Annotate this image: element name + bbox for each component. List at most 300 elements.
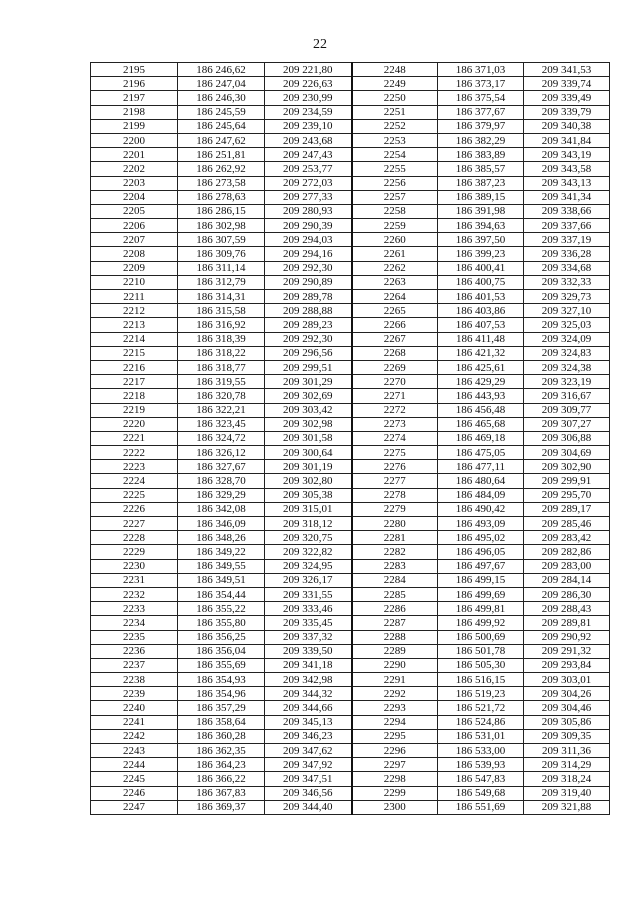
cell-point-number: 2283	[352, 559, 438, 573]
cell-x-coordinate: 186 499,69	[438, 587, 524, 601]
cell-y-coordinate: 209 299,91	[524, 474, 610, 488]
cell-x-coordinate: 186 323,45	[178, 417, 265, 431]
cell-y-coordinate: 209 344,40	[265, 800, 352, 814]
cell-x-coordinate: 186 364,23	[178, 758, 265, 772]
cell-x-coordinate: 186 322,21	[178, 403, 265, 417]
table-row	[91, 346, 610, 360]
cell-x-coordinate: 186 499,15	[438, 573, 524, 587]
cell-x-coordinate: 186 246,30	[178, 91, 265, 105]
cell-y-coordinate: 209 289,78	[265, 290, 352, 304]
cell-y-coordinate: 209 243,68	[265, 133, 352, 147]
cell-point-number: 2251	[352, 105, 438, 119]
cell-y-coordinate: 209 331,55	[265, 587, 352, 601]
cell-y-coordinate: 209 296,56	[265, 346, 352, 360]
cell-x-coordinate: 186 539,93	[438, 758, 524, 772]
cell-y-coordinate: 209 347,92	[265, 758, 352, 772]
table-row	[91, 403, 610, 417]
cell-point-number: 2285	[352, 587, 438, 601]
cell-y-coordinate: 209 302,98	[265, 417, 352, 431]
cell-x-coordinate: 186 245,59	[178, 105, 265, 119]
cell-y-coordinate: 209 294,16	[265, 247, 352, 261]
cell-y-coordinate: 209 324,83	[524, 346, 610, 360]
cell-x-coordinate: 186 516,15	[438, 673, 524, 687]
cell-point-number: 2274	[352, 431, 438, 445]
table-row	[91, 545, 610, 559]
cell-y-coordinate: 209 346,23	[265, 729, 352, 743]
cell-y-coordinate: 209 288,43	[524, 602, 610, 616]
cell-point-number: 2278	[352, 488, 438, 502]
cell-y-coordinate: 209 324,38	[524, 360, 610, 374]
cell-point-number: 2242	[91, 729, 178, 743]
cell-y-coordinate: 209 318,12	[265, 517, 352, 531]
cell-x-coordinate: 186 349,22	[178, 545, 265, 559]
cell-y-coordinate: 209 304,46	[524, 701, 610, 715]
cell-y-coordinate: 209 290,92	[524, 630, 610, 644]
cell-y-coordinate: 209 283,42	[524, 531, 610, 545]
cell-x-coordinate: 186 421,32	[438, 346, 524, 360]
cell-y-coordinate: 209 289,17	[524, 502, 610, 516]
table-row	[91, 772, 610, 786]
cell-y-coordinate: 209 299,51	[265, 360, 352, 374]
table-row	[91, 488, 610, 502]
cell-y-coordinate: 209 234,59	[265, 105, 352, 119]
table-row	[91, 389, 610, 403]
cell-x-coordinate: 186 247,62	[178, 133, 265, 147]
cell-x-coordinate: 186 375,54	[438, 91, 524, 105]
cell-y-coordinate: 209 291,32	[524, 644, 610, 658]
cell-point-number: 2236	[91, 644, 178, 658]
table-row	[91, 105, 610, 119]
cell-y-coordinate: 209 341,53	[524, 63, 610, 77]
table-row	[91, 744, 610, 758]
table-row	[91, 431, 610, 445]
cell-x-coordinate: 186 480,64	[438, 474, 524, 488]
cell-point-number: 2218	[91, 389, 178, 403]
cell-y-coordinate: 209 315,01	[265, 502, 352, 516]
table-row	[91, 417, 610, 431]
cell-x-coordinate: 186 499,81	[438, 602, 524, 616]
cell-point-number: 2216	[91, 360, 178, 374]
cell-x-coordinate: 186 475,05	[438, 446, 524, 460]
cell-y-coordinate: 209 337,19	[524, 233, 610, 247]
cell-point-number: 2234	[91, 616, 178, 630]
table-row	[91, 658, 610, 672]
cell-point-number: 2241	[91, 715, 178, 729]
cell-point-number: 2254	[352, 148, 438, 162]
cell-point-number: 2299	[352, 786, 438, 800]
cell-point-number: 2215	[91, 346, 178, 360]
cell-y-coordinate: 209 344,66	[265, 701, 352, 715]
cell-y-coordinate: 209 338,66	[524, 204, 610, 218]
cell-x-coordinate: 186 286,15	[178, 204, 265, 218]
table-row	[91, 559, 610, 573]
cell-point-number: 2226	[91, 502, 178, 516]
cell-y-coordinate: 209 285,46	[524, 517, 610, 531]
cell-point-number: 2237	[91, 658, 178, 672]
cell-y-coordinate: 209 323,19	[524, 375, 610, 389]
cell-point-number: 2249	[352, 77, 438, 91]
cell-y-coordinate: 209 339,79	[524, 105, 610, 119]
cell-x-coordinate: 186 551,69	[438, 800, 524, 814]
table-row	[91, 602, 610, 616]
cell-x-coordinate: 186 456,48	[438, 403, 524, 417]
cell-y-coordinate: 209 318,24	[524, 772, 610, 786]
cell-y-coordinate: 209 347,51	[265, 772, 352, 786]
cell-x-coordinate: 186 245,64	[178, 119, 265, 133]
cell-point-number: 2211	[91, 290, 178, 304]
cell-y-coordinate: 209 341,18	[265, 658, 352, 672]
cell-x-coordinate: 186 401,53	[438, 290, 524, 304]
table-row	[91, 261, 610, 275]
cell-x-coordinate: 186 497,67	[438, 559, 524, 573]
cell-point-number: 2227	[91, 517, 178, 531]
cell-point-number: 2207	[91, 233, 178, 247]
cell-point-number: 2224	[91, 474, 178, 488]
cell-x-coordinate: 186 443,93	[438, 389, 524, 403]
cell-y-coordinate: 209 325,03	[524, 318, 610, 332]
cell-x-coordinate: 186 349,55	[178, 559, 265, 573]
cell-point-number: 2199	[91, 119, 178, 133]
cell-x-coordinate: 186 499,92	[438, 616, 524, 630]
cell-x-coordinate: 186 411,48	[438, 332, 524, 346]
cell-y-coordinate: 209 302,90	[524, 460, 610, 474]
table-row	[91, 729, 610, 743]
cell-y-coordinate: 209 322,82	[265, 545, 352, 559]
cell-point-number: 2248	[352, 63, 438, 77]
cell-x-coordinate: 186 309,76	[178, 247, 265, 261]
table-row	[91, 573, 610, 587]
cell-point-number: 2258	[352, 204, 438, 218]
cell-x-coordinate: 186 356,25	[178, 630, 265, 644]
cell-x-coordinate: 186 318,77	[178, 360, 265, 374]
cell-x-coordinate: 186 496,05	[438, 545, 524, 559]
cell-y-coordinate: 209 306,88	[524, 431, 610, 445]
cell-x-coordinate: 186 391,98	[438, 204, 524, 218]
cell-point-number: 2298	[352, 772, 438, 786]
cell-x-coordinate: 186 469,18	[438, 431, 524, 445]
cell-y-coordinate: 209 346,56	[265, 786, 352, 800]
cell-point-number: 2214	[91, 332, 178, 346]
cell-point-number: 2275	[352, 446, 438, 460]
coordinates-table-body	[91, 63, 610, 815]
cell-point-number: 2238	[91, 673, 178, 687]
cell-y-coordinate: 209 319,40	[524, 786, 610, 800]
cell-x-coordinate: 186 399,23	[438, 247, 524, 261]
cell-point-number: 2229	[91, 545, 178, 559]
cell-x-coordinate: 186 315,58	[178, 304, 265, 318]
cell-x-coordinate: 186 389,15	[438, 190, 524, 204]
table-row	[91, 644, 610, 658]
cell-y-coordinate: 209 288,88	[265, 304, 352, 318]
cell-x-coordinate: 186 495,02	[438, 531, 524, 545]
cell-point-number: 2255	[352, 162, 438, 176]
table-row	[91, 460, 610, 474]
table-row	[91, 446, 610, 460]
cell-point-number: 2204	[91, 190, 178, 204]
cell-y-coordinate: 209 345,13	[265, 715, 352, 729]
cell-point-number: 2267	[352, 332, 438, 346]
cell-x-coordinate: 186 524,86	[438, 715, 524, 729]
cell-point-number: 2197	[91, 91, 178, 105]
cell-point-number: 2247	[91, 800, 178, 814]
cell-x-coordinate: 186 403,86	[438, 304, 524, 318]
cell-point-number: 2245	[91, 772, 178, 786]
cell-x-coordinate: 186 318,22	[178, 346, 265, 360]
table-row	[91, 119, 610, 133]
cell-x-coordinate: 186 326,12	[178, 446, 265, 460]
cell-y-coordinate: 209 277,33	[265, 190, 352, 204]
coordinates-table	[90, 62, 610, 815]
cell-point-number: 2264	[352, 290, 438, 304]
cell-point-number: 2233	[91, 602, 178, 616]
cell-point-number: 2232	[91, 587, 178, 601]
table-row	[91, 63, 610, 77]
cell-y-coordinate: 209 329,73	[524, 290, 610, 304]
cell-y-coordinate: 209 272,03	[265, 176, 352, 190]
table-row	[91, 715, 610, 729]
cell-y-coordinate: 209 343,13	[524, 176, 610, 190]
cell-x-coordinate: 186 328,70	[178, 474, 265, 488]
table-row	[91, 190, 610, 204]
cell-x-coordinate: 186 521,72	[438, 701, 524, 715]
cell-point-number: 2205	[91, 204, 178, 218]
cell-x-coordinate: 186 273,58	[178, 176, 265, 190]
cell-point-number: 2284	[352, 573, 438, 587]
cell-x-coordinate: 186 312,79	[178, 275, 265, 289]
cell-point-number: 2202	[91, 162, 178, 176]
cell-y-coordinate: 209 290,39	[265, 219, 352, 233]
table-row	[91, 133, 610, 147]
cell-y-coordinate: 209 280,93	[265, 204, 352, 218]
cell-x-coordinate: 186 329,29	[178, 488, 265, 502]
cell-point-number: 2209	[91, 261, 178, 275]
cell-y-coordinate: 209 305,86	[524, 715, 610, 729]
cell-point-number: 2290	[352, 658, 438, 672]
cell-point-number: 2200	[91, 133, 178, 147]
cell-y-coordinate: 209 314,29	[524, 758, 610, 772]
cell-y-coordinate: 209 303,42	[265, 403, 352, 417]
cell-y-coordinate: 209 327,10	[524, 304, 610, 318]
cell-point-number: 2235	[91, 630, 178, 644]
cell-point-number: 2256	[352, 176, 438, 190]
cell-y-coordinate: 209 324,09	[524, 332, 610, 346]
cell-point-number: 2263	[352, 275, 438, 289]
cell-y-coordinate: 209 311,36	[524, 744, 610, 758]
cell-point-number: 2287	[352, 616, 438, 630]
cell-y-coordinate: 209 339,49	[524, 91, 610, 105]
cell-y-coordinate: 209 340,38	[524, 119, 610, 133]
cell-x-coordinate: 186 429,29	[438, 375, 524, 389]
cell-point-number: 2286	[352, 602, 438, 616]
table-row	[91, 148, 610, 162]
cell-y-coordinate: 209 305,38	[265, 488, 352, 502]
cell-point-number: 2262	[352, 261, 438, 275]
cell-point-number: 2201	[91, 148, 178, 162]
cell-y-coordinate: 209 253,77	[265, 162, 352, 176]
cell-y-coordinate: 209 282,86	[524, 545, 610, 559]
cell-point-number: 2198	[91, 105, 178, 119]
cell-x-coordinate: 186 371,03	[438, 63, 524, 77]
cell-y-coordinate: 209 286,30	[524, 587, 610, 601]
cell-point-number: 2289	[352, 644, 438, 658]
table-row	[91, 162, 610, 176]
cell-x-coordinate: 186 354,93	[178, 673, 265, 687]
cell-y-coordinate: 209 289,23	[265, 318, 352, 332]
cell-x-coordinate: 186 400,41	[438, 261, 524, 275]
cell-x-coordinate: 186 354,44	[178, 587, 265, 601]
cell-point-number: 2213	[91, 318, 178, 332]
cell-point-number: 2271	[352, 389, 438, 403]
cell-x-coordinate: 186 316,92	[178, 318, 265, 332]
table-row	[91, 233, 610, 247]
cell-point-number: 2273	[352, 417, 438, 431]
cell-point-number: 2246	[91, 786, 178, 800]
cell-x-coordinate: 186 251,81	[178, 148, 265, 162]
cell-point-number: 2195	[91, 63, 178, 77]
cell-point-number: 2253	[352, 133, 438, 147]
cell-y-coordinate: 209 289,81	[524, 616, 610, 630]
cell-y-coordinate: 209 334,68	[524, 261, 610, 275]
cell-x-coordinate: 186 407,53	[438, 318, 524, 332]
cell-point-number: 2250	[352, 91, 438, 105]
cell-y-coordinate: 209 343,58	[524, 162, 610, 176]
cell-y-coordinate: 209 332,33	[524, 275, 610, 289]
cell-point-number: 2295	[352, 729, 438, 743]
cell-y-coordinate: 209 302,80	[265, 474, 352, 488]
cell-y-coordinate: 209 321,88	[524, 800, 610, 814]
page-number: 22	[313, 37, 327, 52]
cell-x-coordinate: 186 355,69	[178, 658, 265, 672]
cell-x-coordinate: 186 501,78	[438, 644, 524, 658]
cell-point-number: 2270	[352, 375, 438, 389]
cell-point-number: 2291	[352, 673, 438, 687]
cell-point-number: 2212	[91, 304, 178, 318]
cell-x-coordinate: 186 549,68	[438, 786, 524, 800]
cell-point-number: 2196	[91, 77, 178, 91]
table-row	[91, 800, 610, 814]
cell-x-coordinate: 186 349,51	[178, 573, 265, 587]
table-row	[91, 474, 610, 488]
cell-point-number: 2206	[91, 219, 178, 233]
table-row	[91, 332, 610, 346]
cell-point-number: 2297	[352, 758, 438, 772]
table-row	[91, 219, 610, 233]
cell-point-number: 2296	[352, 744, 438, 758]
cell-point-number: 2293	[352, 701, 438, 715]
cell-y-coordinate: 209 324,95	[265, 559, 352, 573]
cell-point-number: 2288	[352, 630, 438, 644]
cell-y-coordinate: 209 290,89	[265, 275, 352, 289]
cell-point-number: 2282	[352, 545, 438, 559]
cell-x-coordinate: 186 477,11	[438, 460, 524, 474]
table-row	[91, 247, 610, 261]
table-row	[91, 176, 610, 190]
cell-point-number: 2243	[91, 744, 178, 758]
cell-point-number: 2244	[91, 758, 178, 772]
cell-point-number: 2292	[352, 687, 438, 701]
cell-point-number: 2281	[352, 531, 438, 545]
cell-y-coordinate: 209 303,01	[524, 673, 610, 687]
table-row	[91, 304, 610, 318]
cell-point-number: 2266	[352, 318, 438, 332]
cell-point-number: 2231	[91, 573, 178, 587]
cell-y-coordinate: 209 302,69	[265, 389, 352, 403]
cell-y-coordinate: 209 300,64	[265, 446, 352, 460]
cell-y-coordinate: 209 301,19	[265, 460, 352, 474]
cell-point-number: 2228	[91, 531, 178, 545]
cell-y-coordinate: 209 295,70	[524, 488, 610, 502]
table-row	[91, 587, 610, 601]
cell-point-number: 2279	[352, 502, 438, 516]
cell-x-coordinate: 186 324,72	[178, 431, 265, 445]
cell-x-coordinate: 186 356,04	[178, 644, 265, 658]
cell-x-coordinate: 186 505,30	[438, 658, 524, 672]
cell-point-number: 2222	[91, 446, 178, 460]
cell-x-coordinate: 186 355,80	[178, 616, 265, 630]
cell-x-coordinate: 186 377,67	[438, 105, 524, 119]
table-row	[91, 77, 610, 91]
cell-x-coordinate: 186 425,61	[438, 360, 524, 374]
cell-x-coordinate: 186 320,78	[178, 389, 265, 403]
table-row	[91, 318, 610, 332]
cell-point-number: 2277	[352, 474, 438, 488]
cell-x-coordinate: 186 373,17	[438, 77, 524, 91]
cell-point-number: 2257	[352, 190, 438, 204]
cell-x-coordinate: 186 387,23	[438, 176, 524, 190]
cell-point-number: 2208	[91, 247, 178, 261]
cell-point-number: 2219	[91, 403, 178, 417]
cell-x-coordinate: 186 383,89	[438, 148, 524, 162]
cell-point-number: 2259	[352, 219, 438, 233]
cell-x-coordinate: 186 354,96	[178, 687, 265, 701]
cell-y-coordinate: 209 344,32	[265, 687, 352, 701]
cell-x-coordinate: 186 262,92	[178, 162, 265, 176]
cell-point-number: 2260	[352, 233, 438, 247]
cell-x-coordinate: 186 246,62	[178, 63, 265, 77]
cell-y-coordinate: 209 339,50	[265, 644, 352, 658]
cell-x-coordinate: 186 314,31	[178, 290, 265, 304]
cell-x-coordinate: 186 484,09	[438, 488, 524, 502]
cell-x-coordinate: 186 247,04	[178, 77, 265, 91]
cell-y-coordinate: 209 304,69	[524, 446, 610, 460]
cell-y-coordinate: 209 309,35	[524, 729, 610, 743]
cell-y-coordinate: 209 342,98	[265, 673, 352, 687]
cell-x-coordinate: 186 319,55	[178, 375, 265, 389]
table-row	[91, 275, 610, 289]
cell-y-coordinate: 209 320,75	[265, 531, 352, 545]
cell-point-number: 2272	[352, 403, 438, 417]
cell-y-coordinate: 209 301,58	[265, 431, 352, 445]
cell-y-coordinate: 209 226,63	[265, 77, 352, 91]
cell-x-coordinate: 186 327,67	[178, 460, 265, 474]
cell-y-coordinate: 209 230,99	[265, 91, 352, 105]
cell-y-coordinate: 209 326,17	[265, 573, 352, 587]
cell-x-coordinate: 186 379,97	[438, 119, 524, 133]
cell-x-coordinate: 186 547,83	[438, 772, 524, 786]
cell-x-coordinate: 186 382,29	[438, 133, 524, 147]
cell-x-coordinate: 186 400,75	[438, 275, 524, 289]
cell-x-coordinate: 186 357,29	[178, 701, 265, 715]
cell-point-number: 2223	[91, 460, 178, 474]
cell-y-coordinate: 209 347,62	[265, 744, 352, 758]
cell-y-coordinate: 209 337,32	[265, 630, 352, 644]
cell-y-coordinate: 209 337,66	[524, 219, 610, 233]
cell-x-coordinate: 186 302,98	[178, 219, 265, 233]
cell-x-coordinate: 186 533,00	[438, 744, 524, 758]
cell-x-coordinate: 186 355,22	[178, 602, 265, 616]
cell-point-number: 2265	[352, 304, 438, 318]
cell-y-coordinate: 209 292,30	[265, 261, 352, 275]
